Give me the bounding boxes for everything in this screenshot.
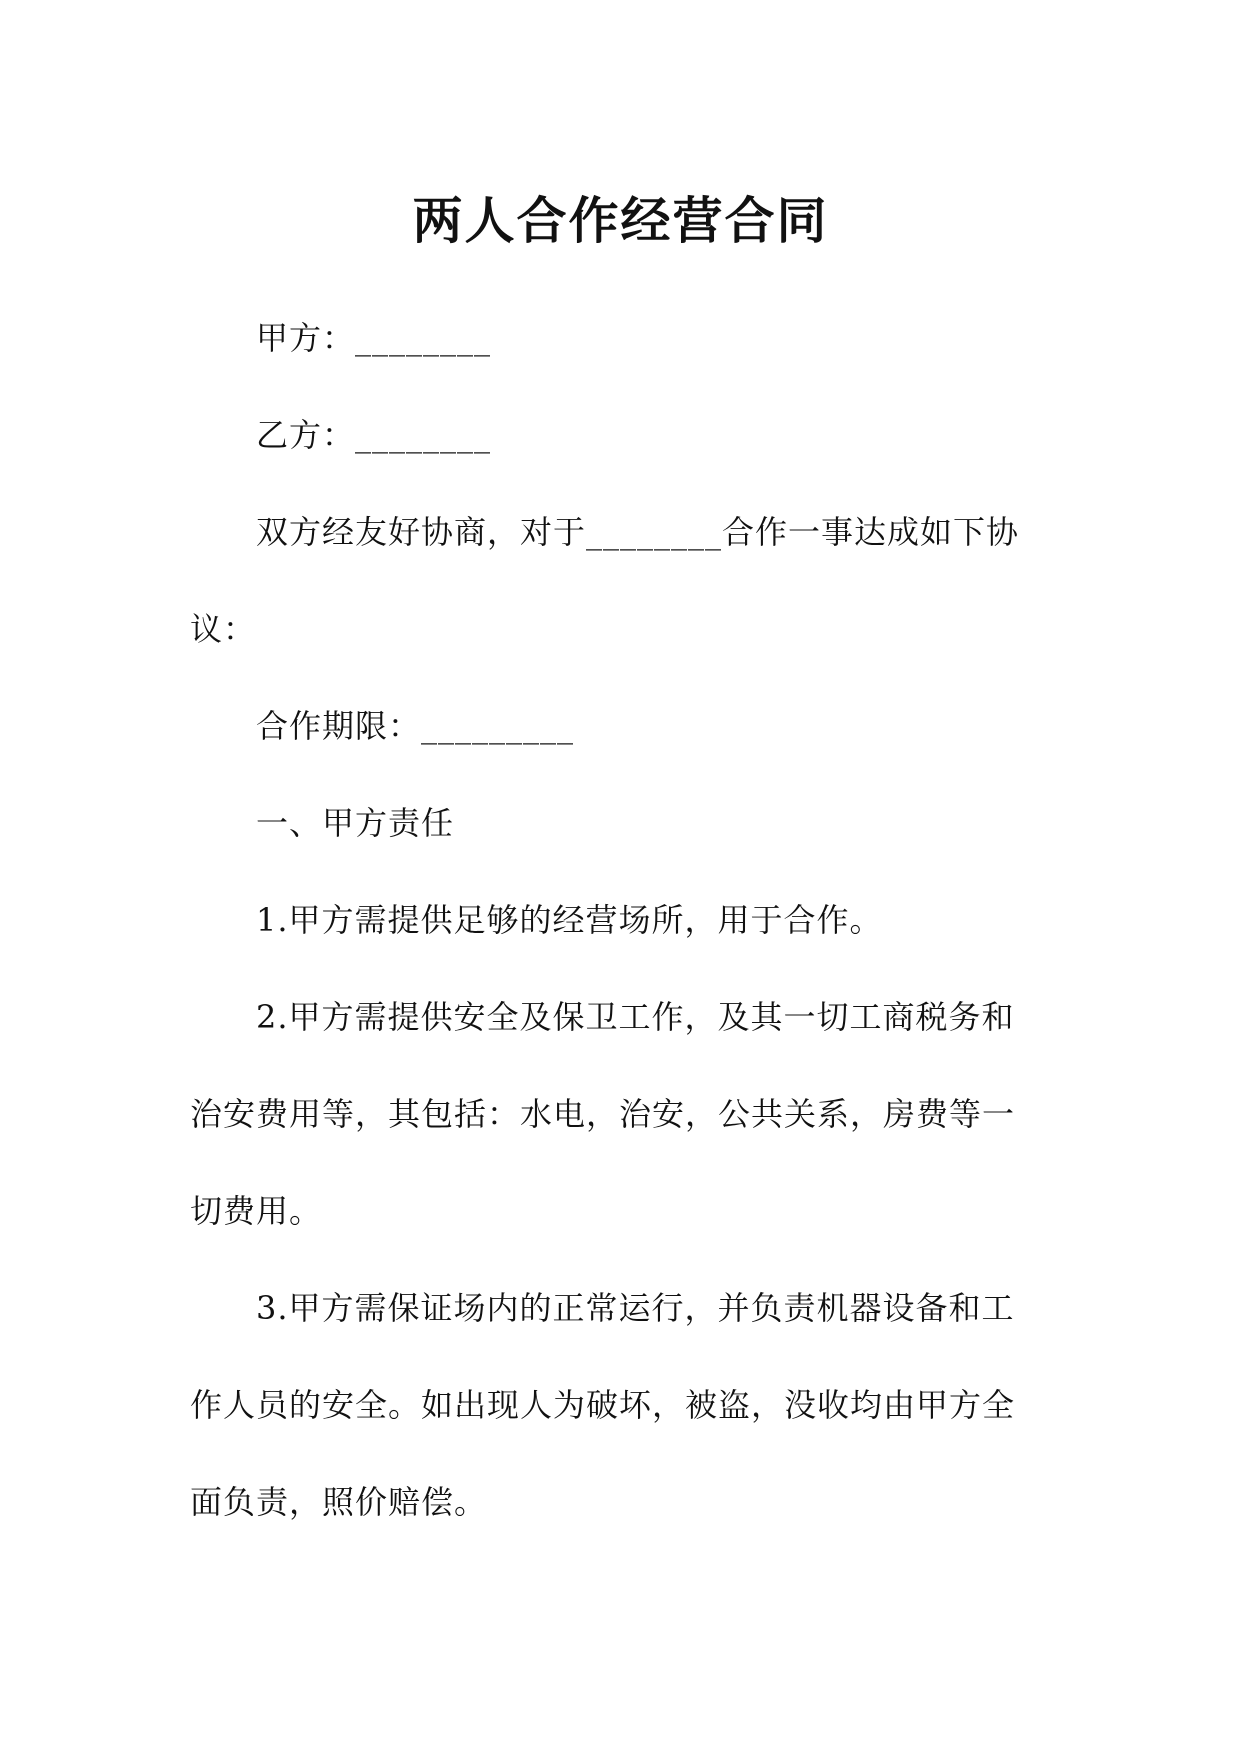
section-heading-party-a-duties: 一、甲方责任 xyxy=(256,804,455,842)
clause-3: 3.甲方需保证场内的正常运行，并负责机器设备和工作人员的安全。如出现人为破坏，被盗，没收均由甲方全面负责，照价赔偿。 xyxy=(190,1289,1016,1521)
clause-2: 2.甲方需提供安全及保卫工作，及其一切工商税务和治安费用等，其包括：水电，治安，公共关系，房费等一切费用。 xyxy=(190,998,1016,1230)
clause-1: 1.甲方需提供足够的经营场所，用于合作。 xyxy=(256,901,883,939)
cooperation-term-line: 合作期限：_________ xyxy=(256,707,575,745)
party-a-line: 甲方：________ xyxy=(256,319,492,357)
agreement-intro-paragraph: 双方经友好协商，对于________合作一事达成如下协议： xyxy=(190,513,1020,648)
party-b-line: 乙方：________ xyxy=(256,416,492,454)
document-body xyxy=(190,290,1030,1551)
document-title: 两人合作经营合同 xyxy=(412,191,829,250)
